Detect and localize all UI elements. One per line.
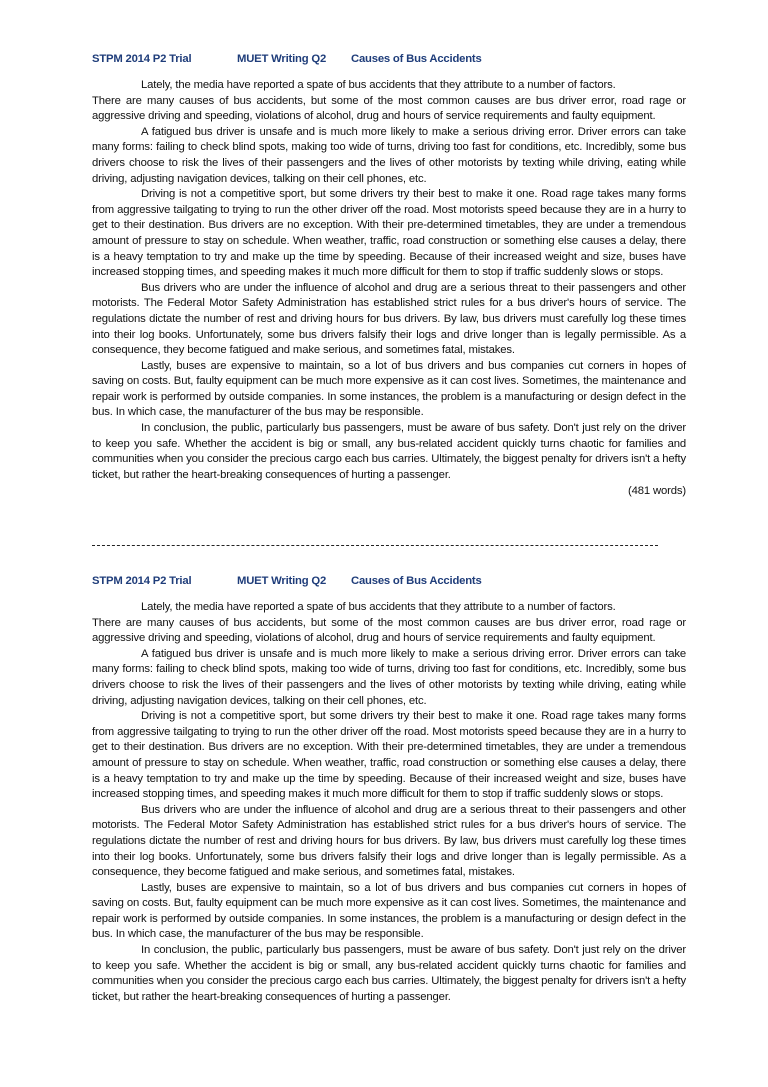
paragraph-conclusion: In conclusion, the public, particularly bus passengers, must be aware of bus safety. Don't just rely on the driver to keep you safe. Whether the accident is big or small, any bus-related accident quickly turns chaotic for families and communities when you consider the precious cargo each bus carries. Ultimately, the biggest penalty for drivers isn't a hefty ticket, but rather the heart-breaking consequences of hurting a passenger.	[92, 944, 686, 1003]
essay-body	[92, 600, 686, 1005]
header-topic-title: Causes of Bus Accidents	[351, 575, 482, 587]
document-header	[92, 574, 686, 590]
word-count: (481 words)	[628, 485, 686, 498]
header-topic-title: Causes of Bus Accidents	[351, 53, 482, 65]
dashed-divider	[92, 545, 658, 546]
essay-body	[92, 78, 686, 483]
header-paper-label: MUET Writing Q2	[237, 575, 327, 587]
paragraph-conclusion: In conclusion, the public, particularly bus passengers, must be aware of bus safety. Don't just rely on the driver to keep you safe. Whether the accident is big or small, any bus-related accident quickly turns chaotic for families and communities when you consider the precious cargo each bus carries. Ultimately, the biggest penalty for drivers isn't a hefty ticket, but rather the heart-breaking consequences of hurting a passenger.	[92, 422, 686, 481]
header-exam-label: STPM 2014 P2 Trial	[92, 575, 192, 587]
paragraph-road-rage: Driving is not a competitive sport, but some drivers try their best to make it one. Road rage takes many forms from aggressive tailgating to trying to run the other driver off the road. Most motorists speed because they are in a hurry to get to their destination. Bus drivers are no exception. With their pre-determined timetables, they are under a tremendous amount of pressure to stay on schedule. When weather, traffic, road construction or something else causes a delay, there is a heavy temptation to try and make up the time by speeding. Because of their increased weight and size, buses have increased stopping times, and speeding makes it much more difficult for them to stop if traffic suddenly slows or stops.	[92, 710, 686, 801]
paragraph-alcohol-drugs: Bus drivers who are under the influence of alcohol and drug are a serious threat to their passengers and other motorists. The Federal Motor Safety Administration has established strict rules for a bus driver's hours of service. The regulations dictate the number of rest and driving hours for bus drivers. By law, bus drivers must carefully log these times into their log books. Unfortunately, some bus drivers falsify their logs and drive longer than is legally permissible. As a consequence, they become fatigued and make serious, and sometimes fatal, mistakes.	[92, 803, 686, 879]
paragraph-faulty-equipment: Lastly, buses are expensive to maintain, so a lot of bus drivers and bus companies cut corners in hopes of saving on costs. But, faulty equipment can be much more expensive as it can cost lives. Sometimes, the maintenance and repair work is performed by outside companies. In some instances, the problem is a manufacturing or design defect in the bus. In which case, the manufacturer of the bus may be responsible.	[92, 881, 686, 941]
paragraph-thesis: There are many causes of bus accidents, but some of the most common causes are bus driver error, road rage or aggressive driving and speeding, violations of alcohol, drug and hours of service requirements and faulty equipment.	[92, 616, 686, 645]
paragraph-road-rage: Driving is not a competitive sport, but some drivers try their best to make it one. Road rage takes many forms from aggressive tailgating to trying to run the other driver off the road. Most motorists speed because they are in a hurry to get to their destination. Bus drivers are no exception. With their pre-determined timetables, they are under a tremendous amount of pressure to stay on schedule. When weather, traffic, road construction or something else causes a delay, there is a heavy temptation to try and make up the time by speeding. Because of their increased weight and size, buses have increased stopping times, and speeding makes it much more difficult for them to stop if traffic suddenly slows or stops.	[92, 188, 686, 279]
essay-section-1	[92, 52, 686, 500]
paragraph-thesis: There are many causes of bus accidents, but some of the most common causes are bus driver error, road rage or aggressive driving and speeding, violations of alcohol, drug and hours of service requirements and faulty equipment.	[92, 94, 686, 123]
paragraph-introduction: Lately, the media have reported a spate of bus accidents that they attribute to a number of factors.	[141, 601, 616, 613]
essay-section-2	[92, 574, 686, 1005]
document-header	[92, 52, 686, 68]
header-paper-label: MUET Writing Q2	[237, 53, 327, 65]
paragraph-alcohol-drugs: Bus drivers who are under the influence of alcohol and drug are a serious threat to their passengers and other motorists. The Federal Motor Safety Administration has established strict rules for a bus driver's hours of service. The regulations dictate the number of rest and driving hours for bus drivers. By law, bus drivers must carefully log these times into their log books. Unfortunately, some bus drivers falsify their logs and drive longer than is legally permissible. As a consequence, they become fatigued and make serious, and sometimes fatal, mistakes.	[92, 281, 686, 357]
paragraph-driver-error: A fatigued bus driver is unsafe and is much more likely to make a serious driving error. Driver errors can take many forms: failing to check blind spots, making too wide of turns, driving too fast for conditions, etc. Incredibly, some bus drivers choose to risk the lives of their passengers and the lives of other motorists by texting while driving, eating while driving, adjusting navigation devices, talking on their cell phones, etc.	[92, 125, 686, 185]
paragraph-introduction: Lately, the media have reported a spate of bus accidents that they attribute to a number of factors.	[141, 79, 616, 91]
paragraph-faulty-equipment: Lastly, buses are expensive to maintain, so a lot of bus drivers and bus companies cut corners in hopes of saving on costs. But, faulty equipment can be much more expensive as it can cost lives. Sometimes, the maintenance and repair work is performed by outside companies. In some instances, the problem is a manufacturing or design defect in the bus. In which case, the manufacturer of the bus may be responsible.	[92, 359, 686, 419]
paragraph-driver-error: A fatigued bus driver is unsafe and is much more likely to make a serious driving error. Driver errors can take many forms: failing to check blind spots, making too wide of turns, driving too fast for conditions, etc. Incredibly, some bus drivers choose to risk the lives of their passengers and the lives of other motorists by texting while driving, eating while driving, adjusting navigation devices, talking on their cell phones, etc.	[92, 647, 686, 707]
header-exam-label: STPM 2014 P2 Trial	[92, 53, 192, 65]
